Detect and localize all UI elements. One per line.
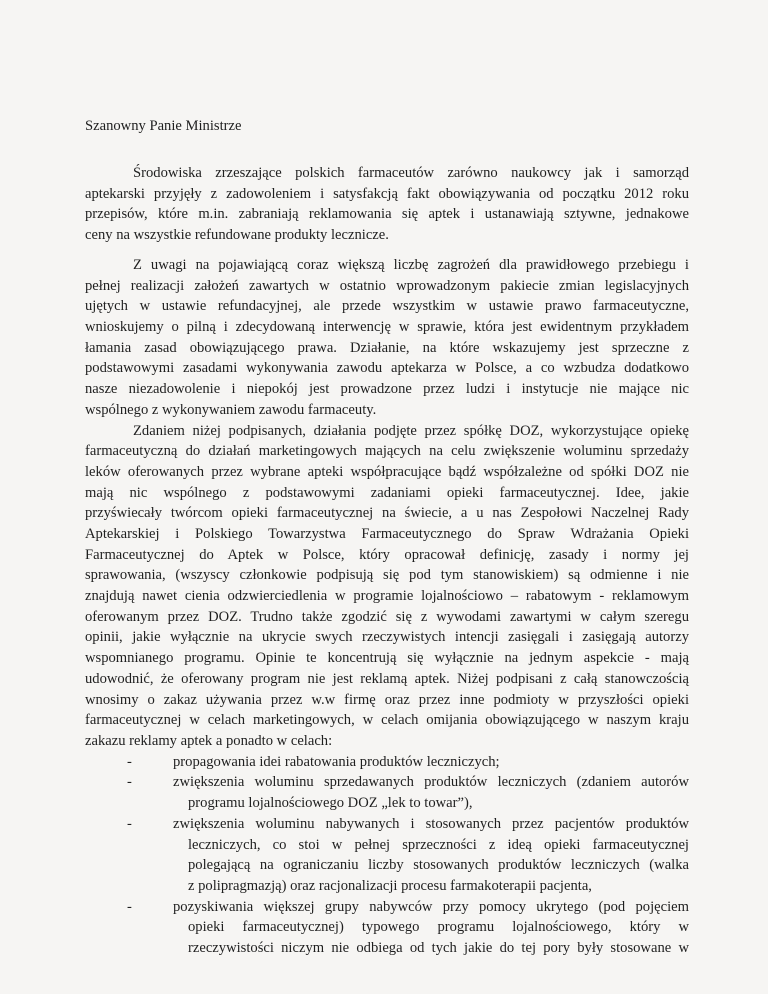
paragraph-1	[85, 163, 689, 246]
paragraph-line: ujętych w ustawie refundacyjnej, ale przede wszystkim w ustawie prawo farmaceutyczne,	[85, 298, 689, 315]
paragraph-line: łamania zasad obowiązującego prawa. Działanie, na które wskazujemy jest sprzeczne z	[85, 339, 689, 356]
list-dash: -	[127, 753, 132, 770]
paragraph-line: mają nic wspólnego z podstawowymi zadaniami opieki farmaceutycznej. Idee, jakie	[85, 484, 689, 501]
paragraph-line: ceny na wszystkie refundowane produkty lecznicze.	[85, 227, 389, 244]
paragraph-line: Aptekarskiej i Polskiego Towarzystwa Farmaceutycznego do Spraw Wdrażania Opieki	[85, 526, 689, 543]
list-dash: -	[127, 774, 132, 791]
paragraph-line: oferowanym przez DOZ. Trudno także zgodzić się z wywodami zawartymi w całym szeregu	[85, 608, 689, 625]
paragraph-line: Środowiska zrzeszające polskich farmaceutów zarówno naukowcy jak i samorząd	[133, 165, 689, 181]
list-line: propagowania idei rabatowania produktów leczniczych;	[173, 753, 500, 770]
paragraph-line: Z uwagi na pojawiającą coraz większą liczbę zagrożeń dla prawidłowego przebiegu i	[133, 257, 689, 273]
paragraph-line: opinii, jakie wyłącznie na ukrycie swych rzeczywistych intencji zasięgali i zasięgają autorzy	[85, 629, 689, 646]
paragraph-line: udowodnić, że oferowany program nie jest reklamą aptek. Niżej podpisani z całą stanowczością	[85, 670, 689, 687]
list-item	[85, 752, 689, 773]
paragraph-line: farmaceutyczną do działań marketingowych mających na celu zwiększenie woluminu sprzedaży	[85, 443, 689, 460]
paragraph-line: farmaceutycznej w celach marketingowych, w celach omijania obowiązującego w naszym kraju	[85, 712, 689, 729]
purpose-list	[85, 752, 689, 959]
list-dash: -	[127, 815, 132, 832]
paragraph-line: zakazu reklamy aptek a ponadto w celach:	[85, 732, 333, 749]
list-item	[85, 897, 689, 959]
paragraph-line: wnosimy o zakaz używania przez w.w firmę oraz przez inne podmioty w przyszłości opieki	[85, 691, 689, 708]
paragraph-line: pełnej realizacji założeń zawartych w ostatnio wprowadzonym pakiecie zmian legislacyjnych	[85, 277, 689, 294]
list-line: z polipragmazją) oraz racjonalizacji procesu farmakoterapii pacjenta,	[188, 877, 592, 894]
paragraph-line: aptekarski przyjęły z zadowoleniem i satysfakcją fakt obowiązywania od początku 2012 roku	[85, 185, 689, 202]
paragraph-line: podstawowymi zasadami wykonywania zawodu aptekarza w Polsce, a co wzbudza dodatkowo	[85, 360, 689, 377]
paragraph-line: sprawowania, (wszyscy członkowie podpisują się pod tym stanowiskiem) są odmienne i nie	[85, 567, 689, 584]
paragraph-line: leków oferowanych przez wybrane apteki współpracujące bądź współzależne od spółki DOZ nie	[85, 463, 689, 480]
paragraph-line: przepisów, które m.in. zabraniają reklamowania się aptek i ustanawiają sztywne, jednakowe	[85, 206, 689, 223]
paragraph-line: wnioskujemy o pilną i zdecydowaną interwencję w sprawie, która jest ewidentnym przykładem	[85, 319, 689, 336]
list-line: zwiększenia woluminu sprzedawanych produktów leczniczych (zdaniem autorów	[173, 774, 689, 791]
paragraph-line: Farmaceutycznej do Aptek w Polsce, który opracował definicję, zasady i normy jej	[85, 546, 689, 563]
list-line: pozyskiwania większej grupy nabywców przy pomocy ukrytego (pod pojęciem	[173, 898, 689, 915]
list-line: rzeczywistości niczym nie odbiega od tych jakie do tej pory były stosowane w	[188, 939, 689, 956]
list-line: zwiększenia woluminu nabywanych i stosowanych przez pacjentów produktów	[173, 815, 689, 832]
list-line: leczniczych, co stoi w pełnej sprzeczności z ideą opieki farmaceutycznej	[188, 836, 689, 853]
paragraph-line: znajdują nawet cienia odzwierciedlenia w programie lojalnościowo – rabatowym - reklamowym	[85, 588, 689, 605]
paragraph-line: wspólnego z wykonywaniem zawodu farmaceuty.	[85, 401, 377, 418]
list-item	[85, 814, 689, 897]
paragraph-2	[85, 255, 689, 421]
salutation: Szanowny Panie Ministrze	[85, 118, 242, 134]
paragraph-line: przyświecały twórcom opieki farmaceutycznej na świecie, a u nas Zespołowi Naczelnej Rady	[85, 505, 689, 522]
paragraph-line: Zdaniem niżej podpisanych, działania podjęte przez spółkę DOZ, wykorzystujące opiekę	[133, 422, 689, 439]
paragraph-line: wspomnianego programu. Opinie te koncentrują się wyłącznie na jednym aspekcie - mają	[85, 650, 689, 667]
list-item	[85, 772, 689, 813]
paragraph-3	[85, 421, 689, 752]
paragraph-line: nasze niezadowolenie i niepokój jest prowadzone przez ludzi i instytucje nie mające nic	[85, 381, 689, 398]
list-line: polegającą na ograniczaniu liczby stosowanych produktów leczniczych (walka	[188, 857, 689, 874]
list-dash: -	[127, 898, 132, 915]
list-line: programu lojalnościowego DOZ „lek to towar”),	[188, 795, 473, 812]
list-line: opieki farmaceutycznej) typowego programu lojalnościowego, który w	[188, 919, 689, 936]
